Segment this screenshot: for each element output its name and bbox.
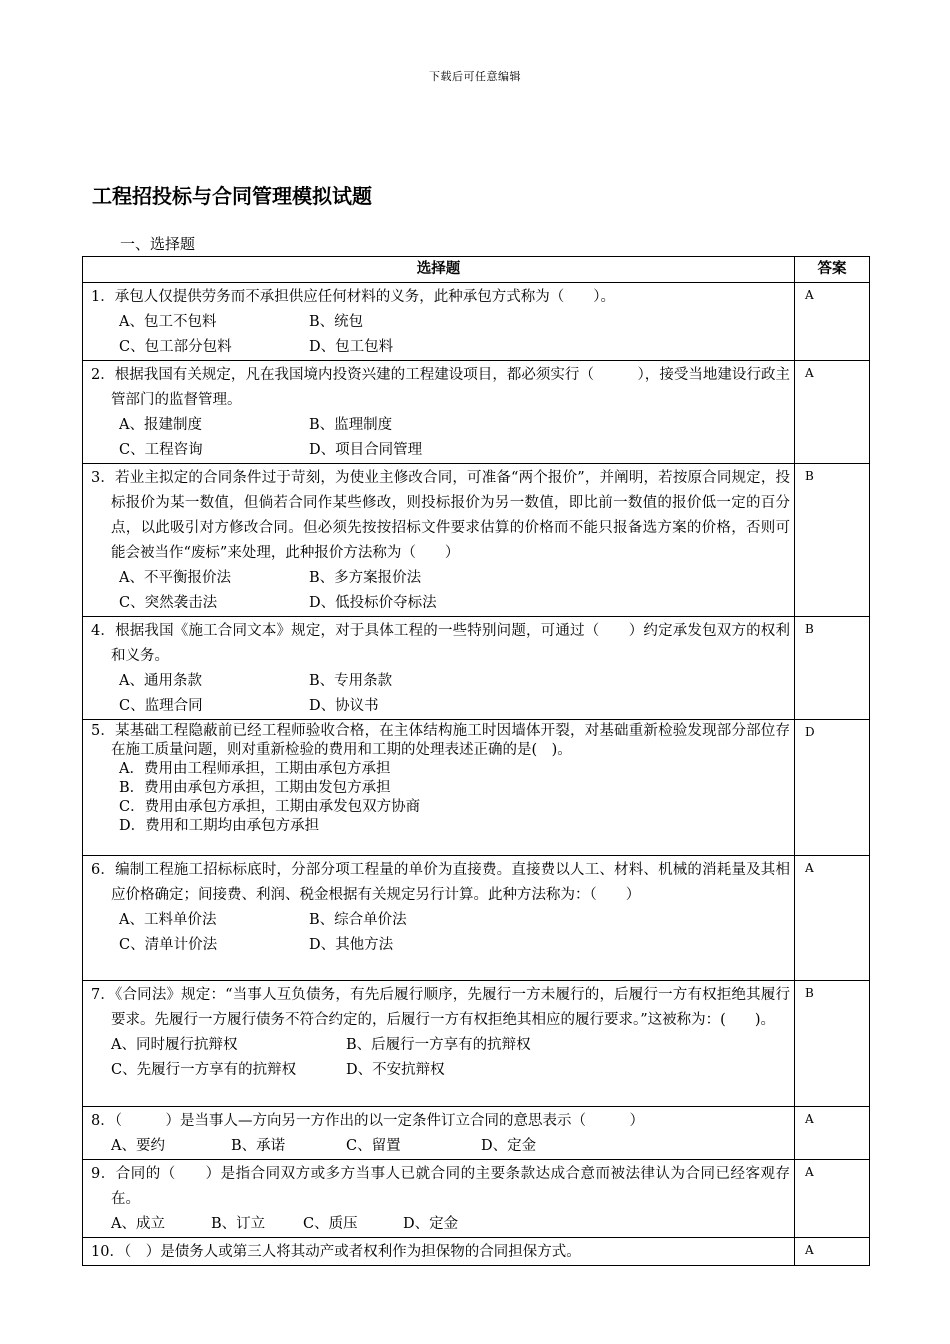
answer-cell: B [795,981,870,1107]
question-table [82,256,870,1266]
option: B、综合单价法 [309,912,407,928]
option: D、低投标价夺标法 [309,595,437,611]
question-cell [83,464,795,617]
question-cell [83,720,795,856]
question-column-header: 选择题 [83,257,795,283]
option: C、包工部分包料 [119,339,232,355]
table-header-row [83,257,870,283]
option: A、工料单价法 [119,912,217,928]
question-options [91,591,790,616]
question-options [91,566,790,591]
option: D、其他方法 [309,937,394,953]
option: D、定金 [403,1216,459,1232]
option: A、不平衡报价法 [119,570,231,586]
question-options [91,908,790,933]
question-stem: 5．某基础工程隐蔽前已经工程师验收合格，在主体结构施工时因墙体开裂，对基础重新检验发现部分部位存在施工质量问题，则对重新检验的费用和工期的处理表述正确的是( )。 [91,723,790,758]
table-row [83,856,870,981]
option: D、包工包料 [309,339,394,355]
table-row [83,720,870,856]
question-options [91,1033,790,1058]
question-option: C．费用由承包方承担，工期由承发包双方协商 [119,799,421,815]
option: B、专用条款 [309,673,393,689]
option: D、不安抗辩权 [346,1062,445,1078]
question-options [91,933,790,958]
table-row [83,1160,870,1238]
question-option: A．费用由工程师承担，工期由承包方承担 [119,761,391,777]
answer-cell: B [795,617,870,720]
question-stem: 7．《合同法》规定：“当事人互负债务，有先后履行顺序，先履行一方未履行的，后履行一方有权拒绝其履行要求。先履行一方履行债务不符合约定的，后履行一方有权拒绝其相应的履行要求。”这被称为：( )。 [91,987,790,1028]
question-options [91,438,790,463]
answer-cell: A [795,1238,870,1266]
option: B、监理制度 [309,417,393,433]
option: D、定金 [481,1138,537,1154]
question-option: B．费用由承包方承担，工期由发包方承担 [119,780,391,796]
question-cell [83,617,795,720]
table-row [83,617,870,720]
question-cell [83,1238,795,1266]
option: A、要约 [111,1138,165,1154]
answer-cell: A [795,1160,870,1238]
answer-cell: A [795,283,870,361]
document-title: 工程招投标与合同管理模拟试题 [92,184,372,208]
option: B、多方案报价法 [309,570,422,586]
question-cell [83,283,795,361]
answer-cell: A [795,1107,870,1160]
answer-cell: D [795,720,870,856]
option: D、协议书 [309,698,379,714]
option: B、统包 [309,314,364,330]
question-cell [83,1160,795,1238]
option: C、突然袭击法 [119,595,218,611]
option: C、先履行一方享有的抗辩权 [111,1062,297,1078]
option: A、通用条款 [119,673,202,689]
question-stem: 1．承包人仅提供劳务而不承担供应任何材料的义务，此种承包方式称为（ ）。 [91,289,615,305]
question-options [91,1134,790,1159]
question-cell [83,1107,795,1160]
table-row [83,1107,870,1160]
question-cell [83,981,795,1107]
option: C、监理合同 [119,698,203,714]
option: C、工程咨询 [119,442,203,458]
question-options [91,413,790,438]
question-stem: 8．（ ）是当事人—方向另一方作出的以一定条件订立合同的意思表示（ ） [91,1113,644,1129]
option: B、订立 [211,1216,266,1232]
question-stem: 3．若业主拟定的合同条件过于苛刻，为使业主修改合同，可准备“两个报价”，并阐明，若按原合同规定，投标报价为某一数值，但倘若合同作某些修改，则投标报价为另一数值，即比前一数值的报价低一定的百分点，以此吸引对方修改合同。但必须先按按招标文件要求估算的价格而不能只报备选方案的价格，否则可能会被当作“废标”来处理，此种报价方法称为（ ） [91,470,790,561]
section-heading: 一、选择题 [120,235,196,253]
question-options [91,335,790,360]
table-row [83,1238,870,1266]
option: C、清单计价法 [119,937,218,953]
table-row [83,981,870,1107]
question-cell [83,856,795,981]
option: B、后履行一方享有的抗辩权 [346,1037,531,1053]
question-options [91,310,790,335]
question-stem: 4．根据我国《施工合同文本》规定，对于具体工程的一些特别问题，可通过（ ）约定承发包双方的权利和义务。 [91,623,790,664]
question-options [91,694,790,719]
option: C、质压 [303,1216,358,1232]
answer-cell: A [795,856,870,981]
option: A、同时履行抗辩权 [111,1037,238,1053]
answer-cell: B [795,464,870,617]
question-stem: 6．编制工程施工招标标底时，分部分项工程量的单价为直接费。直接费以人工、材料、机械的消耗量及其相应价格确定；间接费、利润、税金根据有关规定另行计算。此种方法称为：（ ） [91,862,790,903]
option: C、留置 [346,1138,401,1154]
table-row [83,283,870,361]
table-row [83,361,870,464]
option: D、项目合同管理 [309,442,423,458]
question-options [91,1058,790,1083]
option: B、承诺 [231,1138,286,1154]
header-note: 下载后可任意编辑 [429,70,521,83]
question-options [91,1212,790,1237]
answer-cell: A [795,361,870,464]
question-stem: 10．（ ）是债务人或第三人将其动产或者权利作为担保物的合同担保方式。 [91,1244,581,1260]
question-stem: 9．合同的（ ）是指合同双方或多方当事人已就合同的主要条款达成合意而被法律认为合同已经客观存在。 [91,1166,790,1207]
question-options [91,669,790,694]
question-stem: 2．根据我国有关规定，凡在我国境内投资兴建的工程建设项目，都必须实行（ ），接受当地建设行政主管部门的监督管理。 [91,367,790,408]
option: A、成立 [111,1216,165,1232]
table-row [83,464,870,617]
answer-column-header: 答案 [795,257,870,283]
option: A、包工不包料 [119,314,217,330]
question-option: D．费用和工期均由承包方承担 [119,818,320,834]
question-cell [83,361,795,464]
option: A、报建制度 [119,417,202,433]
